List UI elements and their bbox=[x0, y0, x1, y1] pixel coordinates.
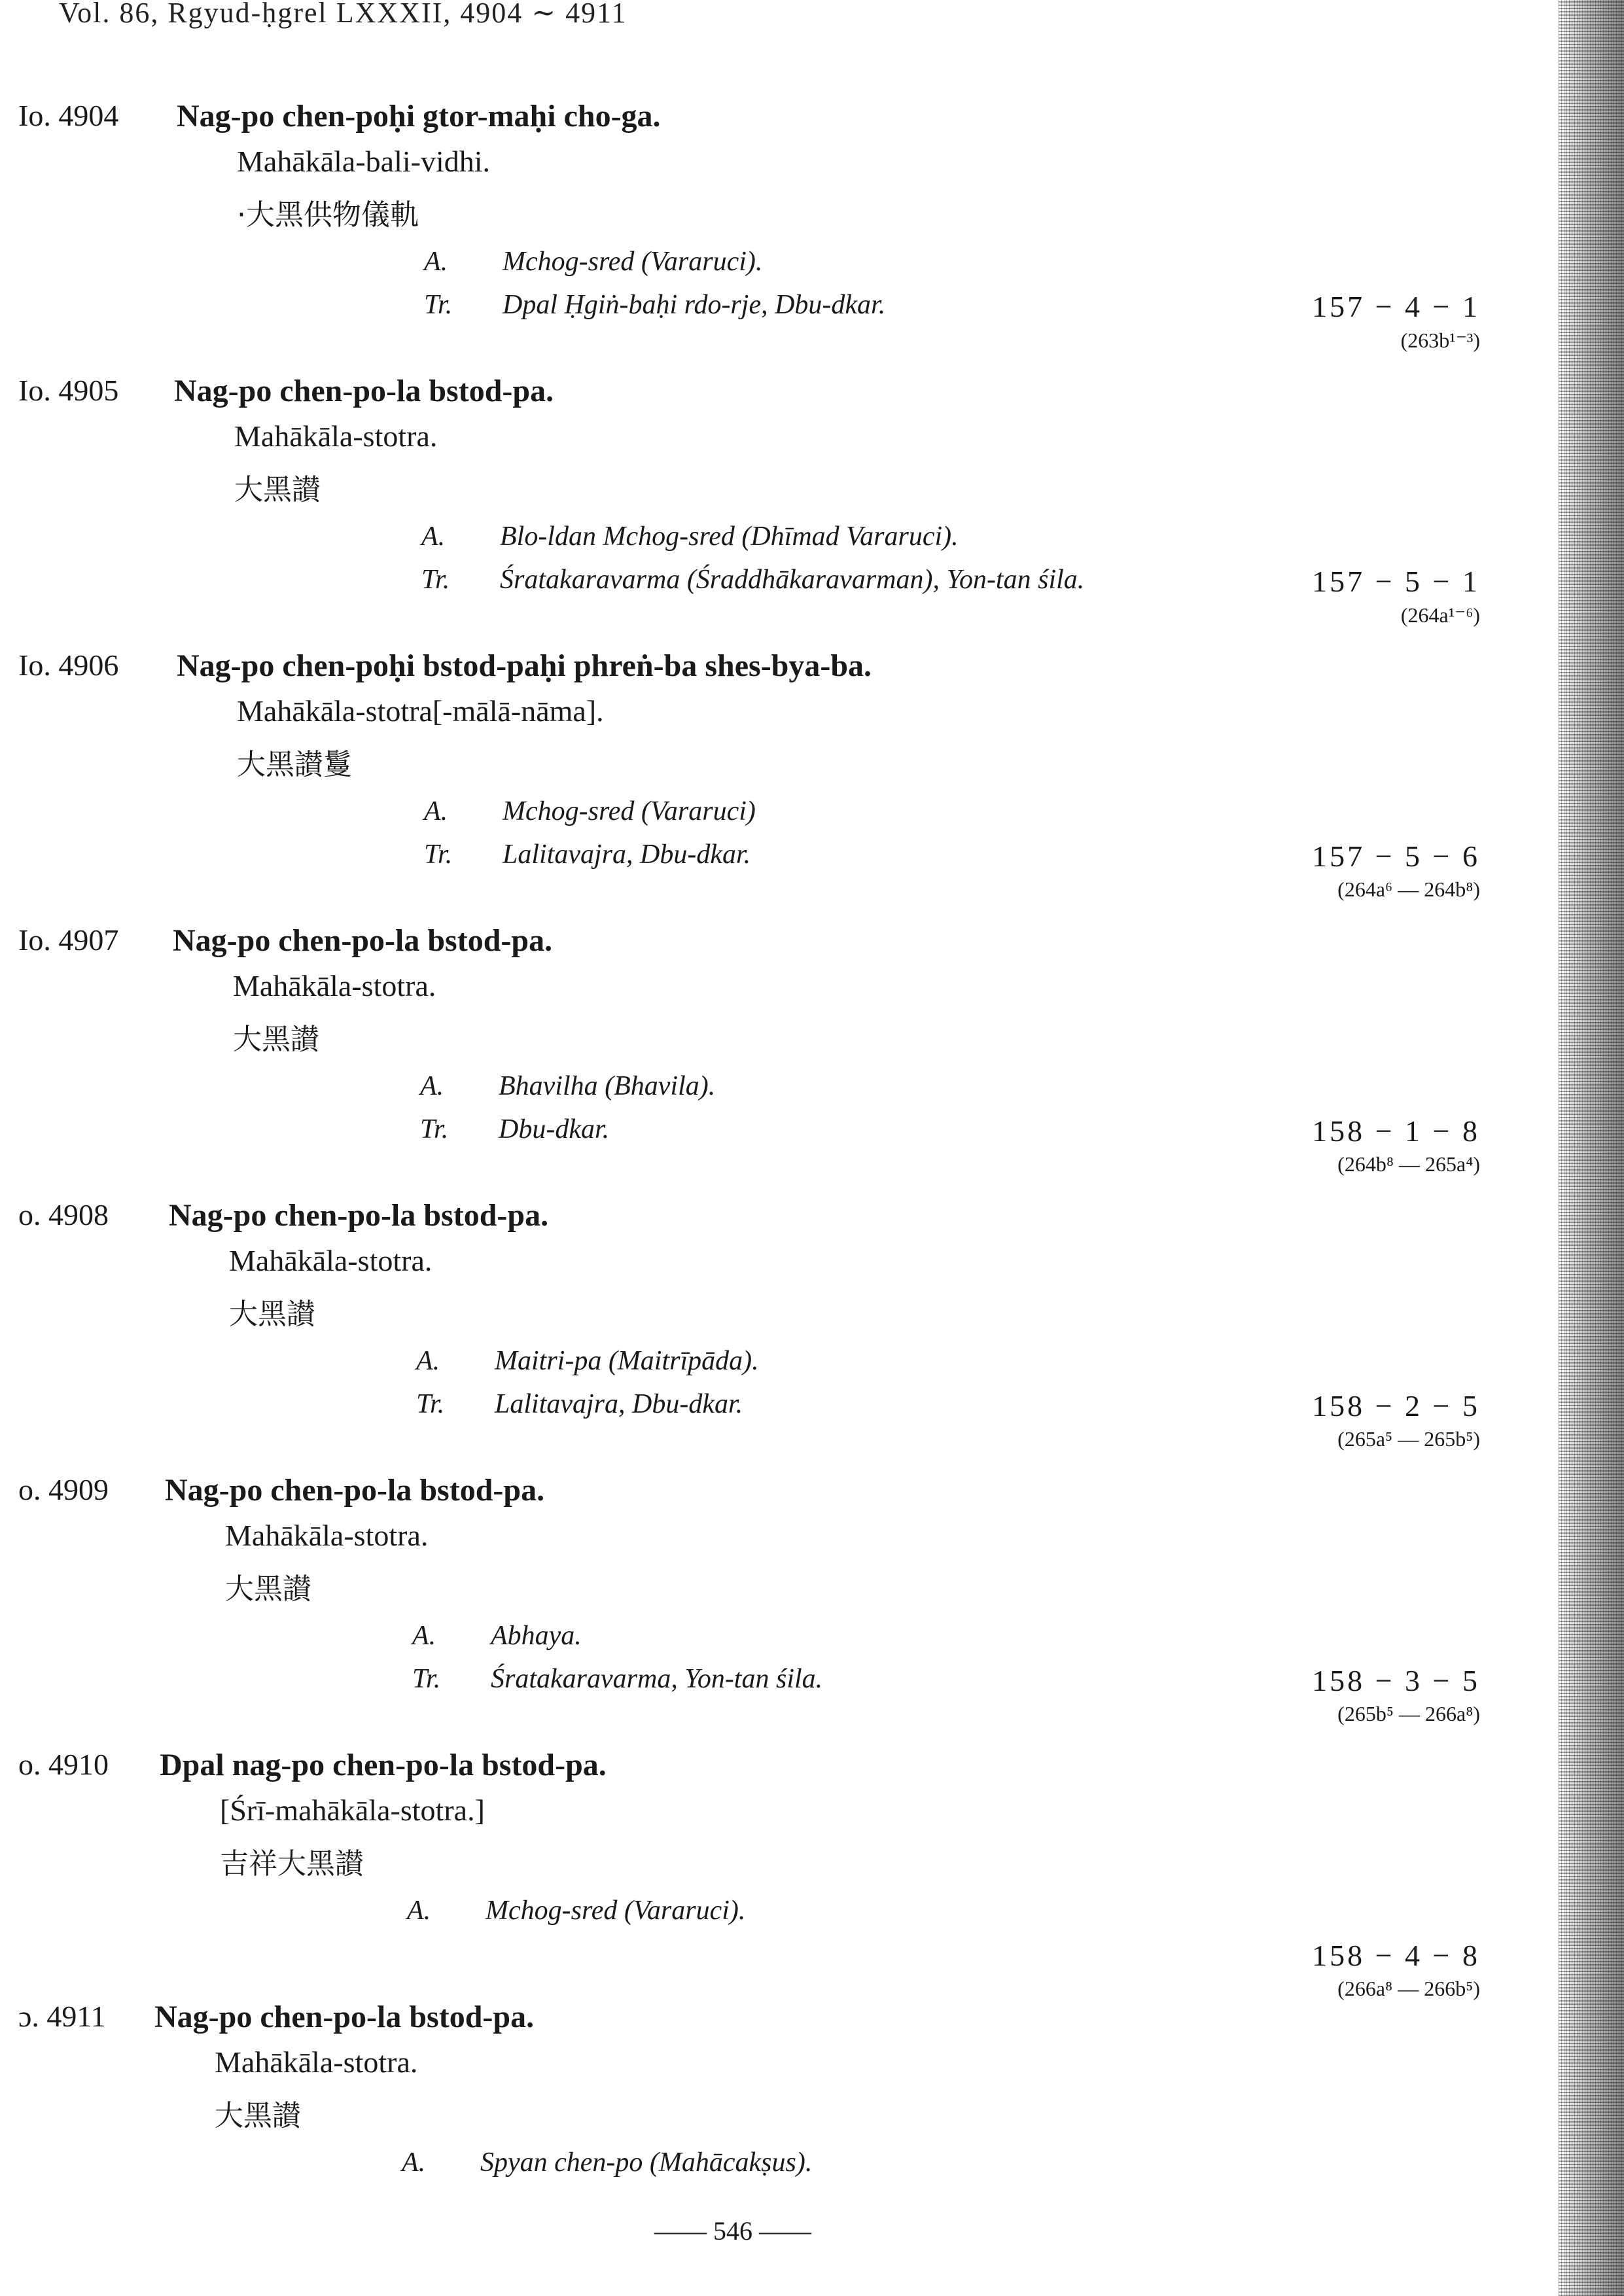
translator-role: Tr. bbox=[412, 1664, 441, 1694]
chinese-title: 大黑讃 bbox=[234, 473, 321, 506]
entry-title: Nag-po chen-po-la bstod-pa. bbox=[154, 2000, 535, 2034]
ref-page-line: 158 − 1 − 8 bbox=[1312, 1114, 1480, 1148]
volume-reference bbox=[1276, 1114, 1480, 1176]
ref-page-line: 157 − 5 − 6 bbox=[1312, 839, 1480, 873]
author-line bbox=[421, 521, 959, 552]
sanskrit-title: Mahākāla-stotra. bbox=[225, 1519, 429, 1552]
entry-number: o. 4908 bbox=[18, 1198, 109, 1231]
entry-number: Io. 4905 bbox=[18, 374, 119, 407]
volume-reference bbox=[1276, 1938, 1480, 2001]
catalog-entry bbox=[0, 1747, 1557, 2022]
translator-role: Tr. bbox=[416, 1389, 445, 1419]
author-name: Abhaya. bbox=[491, 1621, 582, 1651]
catalog-entry bbox=[0, 648, 1557, 923]
chinese-title: ·大黑供物儀軌 bbox=[237, 198, 419, 232]
chinese-title: 大黑讃 bbox=[233, 1023, 319, 1056]
entry-number: Io. 4906 bbox=[18, 648, 119, 682]
catalog-entry bbox=[0, 1472, 1557, 1747]
author-role: A. bbox=[420, 1071, 444, 1101]
scanned-page-edge bbox=[1559, 0, 1624, 2296]
volume-reference bbox=[1276, 839, 1480, 902]
entry-number: Io. 4907 bbox=[18, 923, 119, 957]
chinese-title: 吉祥大黑讃 bbox=[220, 1847, 364, 1881]
author-role: A. bbox=[424, 247, 448, 277]
entry-number: o. 4909 bbox=[18, 1473, 109, 1506]
translator-role: Tr. bbox=[424, 839, 453, 870]
ref-page-line: 157 − 5 − 1 bbox=[1312, 565, 1480, 598]
author-role: A. bbox=[421, 521, 446, 552]
entry-title: Nag-po chen-po-la bstod-pa. bbox=[174, 374, 554, 408]
sanskrit-title: Mahākāla-stotra. bbox=[233, 969, 436, 1002]
author-name: Bhavilha (Bhavila). bbox=[499, 1071, 716, 1101]
ref-folio: (265a⁵ — 265b⁵) bbox=[1337, 1427, 1480, 1451]
author-line bbox=[402, 2147, 812, 2178]
chinese-title: 大黑讃鬘 bbox=[237, 748, 352, 781]
author-role: A. bbox=[402, 2147, 426, 2178]
ref-folio: (265b⁵ — 266a⁸) bbox=[1337, 1702, 1480, 1725]
translator-name: Dpal Ḥgiṅ-baḥi rdo-rje, Dbu-dkar. bbox=[503, 290, 886, 320]
ref-page-line: 158 − 2 − 5 bbox=[1312, 1389, 1480, 1422]
page-number: —— 546 —— bbox=[654, 2216, 811, 2246]
volume-reference bbox=[1276, 1663, 1480, 1726]
sanskrit-title: Mahākāla-stotra. bbox=[215, 2045, 418, 2079]
volume-reference bbox=[1276, 1388, 1480, 1451]
catalog-entry bbox=[0, 98, 1557, 373]
author-role: A. bbox=[424, 796, 448, 826]
entry-title: Nag-po chen-poḥi bstod-paḥi phreṅ-ba shes-bya-ba. bbox=[177, 648, 872, 683]
ref-page-line: 158 − 3 − 5 bbox=[1312, 1664, 1480, 1697]
catalog-entry bbox=[0, 923, 1557, 1197]
ref-folio: (264a¹⁻⁶) bbox=[1400, 603, 1480, 627]
ref-folio: (264a⁶ — 264b⁸) bbox=[1337, 877, 1480, 901]
translator-line bbox=[424, 839, 750, 870]
translator-line bbox=[416, 1388, 743, 1420]
translator-role: Tr. bbox=[421, 565, 450, 595]
volume-reference bbox=[1276, 289, 1480, 353]
translator-name: Lalitavajra, Dbu-dkar. bbox=[503, 839, 751, 870]
author-line bbox=[424, 796, 756, 827]
author-line bbox=[416, 1345, 759, 1377]
author-name: Maitri-pa (Maitrīpāda). bbox=[495, 1346, 759, 1376]
chinese-title: 大黑讃 bbox=[229, 1298, 315, 1331]
author-line bbox=[407, 1895, 745, 1926]
catalog-entry bbox=[0, 1197, 1557, 1472]
sanskrit-title: Mahākāla-bali-vidhi. bbox=[237, 145, 491, 178]
translator-name: Lalitavajra, Dbu-dkar. bbox=[495, 1389, 743, 1419]
entry-number: Io. 4904 bbox=[18, 99, 119, 132]
author-line bbox=[424, 246, 762, 277]
translator-role: Tr. bbox=[420, 1114, 449, 1144]
author-role: A. bbox=[407, 1896, 431, 1926]
entry-title: Nag-po chen-po-la bstod-pa. bbox=[173, 923, 553, 958]
translator-line bbox=[420, 1114, 609, 1145]
entry-number: o. 4910 bbox=[18, 1748, 109, 1781]
entry-title: Nag-po chen-po-la bstod-pa. bbox=[165, 1473, 545, 1508]
entry-title: Nag-po chen-po-la bstod-pa. bbox=[169, 1198, 549, 1233]
running-header: Vol. 86, Rgyud-ḥgrel LXXXII, 4904 ∼ 4911 bbox=[59, 0, 627, 29]
author-name: Blo-ldan Mchog-sred (Dhīmad Vararuci). bbox=[500, 521, 959, 552]
volume-reference bbox=[1276, 564, 1480, 627]
translator-name: Śratakaravarma, Yon-tan śila. bbox=[491, 1664, 823, 1694]
translator-line bbox=[412, 1663, 822, 1695]
ref-folio: (263b¹⁻³) bbox=[1400, 328, 1480, 352]
chinese-title: 大黑讃 bbox=[225, 1572, 311, 1606]
author-name: Spyan chen-po (Mahācakṣus). bbox=[480, 2147, 813, 2178]
entry-title: Nag-po chen-poḥi gtor-maḥi cho-ga. bbox=[177, 99, 661, 133]
entry-number: ɔ. 4911 bbox=[18, 2000, 106, 2033]
sanskrit-title: [Śrī-mahākāla-stotra.] bbox=[220, 1793, 485, 1827]
ref-folio: (264b⁸ — 265a⁴) bbox=[1337, 1152, 1480, 1176]
author-role: A. bbox=[416, 1346, 440, 1376]
author-role: A. bbox=[412, 1621, 436, 1651]
translator-line bbox=[421, 564, 1084, 595]
entry-title: Dpal nag-po chen-po-la bstod-pa. bbox=[160, 1748, 607, 1782]
author-name: Mchog-sred (Vararuci). bbox=[485, 1896, 746, 1926]
sanskrit-title: Mahākāla-stotra. bbox=[234, 419, 438, 453]
sanskrit-title: Mahākāla-stotra[-mālā-nāma]. bbox=[237, 694, 604, 728]
author-name: Mchog-sred (Vararuci). bbox=[503, 247, 763, 277]
ref-page-line: 158 − 4 − 8 bbox=[1312, 1939, 1480, 1972]
catalog-entry bbox=[0, 373, 1557, 648]
author-line bbox=[420, 1070, 715, 1102]
translator-role: Tr. bbox=[424, 290, 453, 320]
translator-name: Śratakaravarma (Śraddhākaravarman), Yon-tan śila. bbox=[500, 565, 1085, 595]
author-line bbox=[412, 1620, 582, 1651]
chinese-title: 大黑讃 bbox=[215, 2099, 301, 2132]
translator-line bbox=[424, 289, 885, 321]
author-name: Mchog-sred (Vararuci) bbox=[503, 796, 756, 826]
ref-page-line: 157 − 4 − 1 bbox=[1312, 290, 1480, 323]
ref-folio: (266a⁸ — 266b⁵) bbox=[1337, 1977, 1480, 2000]
translator-name: Dbu-dkar. bbox=[499, 1114, 610, 1144]
sanskrit-title: Mahākāla-stotra. bbox=[229, 1244, 432, 1277]
